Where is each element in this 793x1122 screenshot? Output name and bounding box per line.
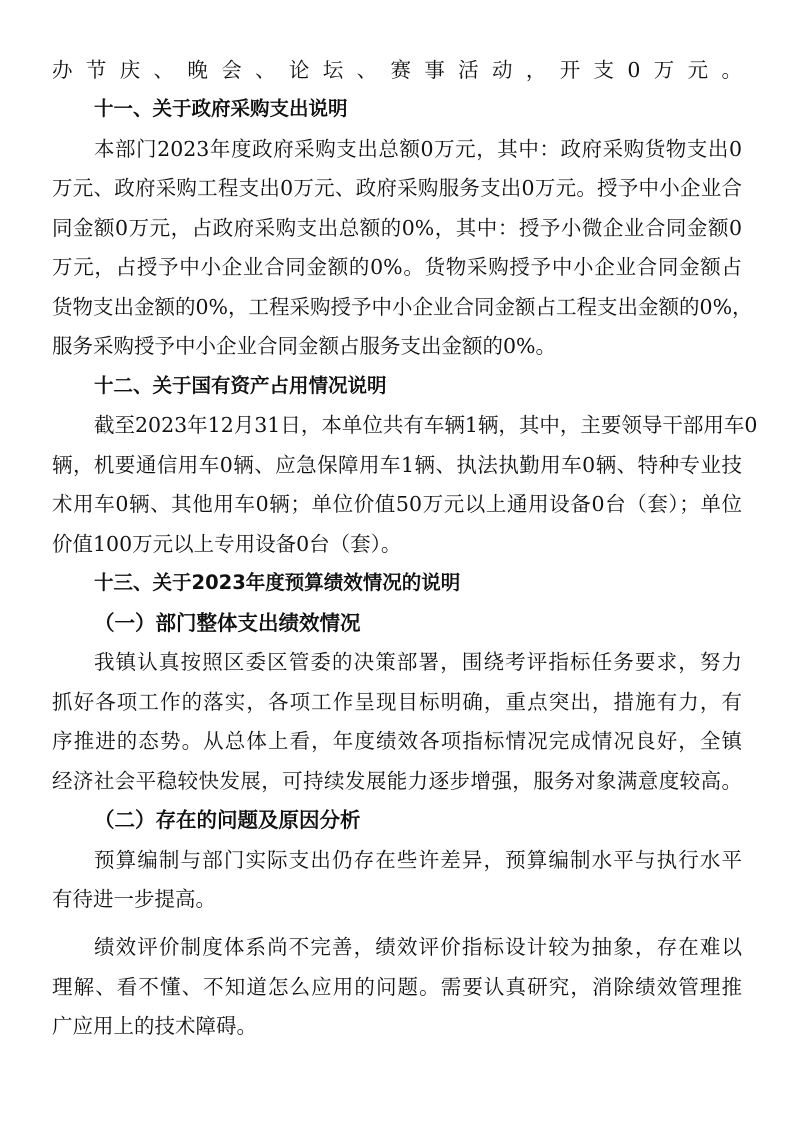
- paragraph-line: 术用车0辆、其他用车0辆；单位价值50万元以上通用设备0台（套）；单位: [52, 492, 742, 516]
- paragraph-line: 同金额0万元，占政府采购支出总额的0%，其中：授予小微企业合同金额0: [52, 216, 742, 240]
- paragraph-line: 价值100万元以上专用设备0台（套）。: [52, 532, 402, 556]
- section-heading-performance: 十三、关于2023年度预算绩效情况的说明: [94, 571, 461, 594]
- paragraph-line: 抓好各项工作的落实，各项工作呈现目标明确，重点突出，措施有力，有: [52, 690, 742, 714]
- section-heading-assets: 十二、关于国有资产占用情况说明: [94, 374, 387, 397]
- paragraph-line: 万元、政府采购工程支出0万元、政府采购服务支出0万元。授予中小企业合: [52, 176, 742, 200]
- paragraph-line: 预算编制与部门实际支出仍存在些许差异，预算编制水平与执行水平: [94, 848, 742, 872]
- paragraph-line: 辆，机要通信用车0辆、应急保障用车1辆、执法执勤用车0辆、特种专业技: [52, 453, 742, 477]
- paragraph-line: 绩效评价制度体系尚不完善，绩效评价指标设计较为抽象，存在难以: [94, 935, 742, 959]
- paragraph-line: 截至2023年12月31日，本单位共有车辆1辆，其中，主要领导干部用车0: [94, 413, 758, 437]
- subsection-heading-problems: （二）存在的问题及原因分析: [94, 808, 361, 832]
- subsection-heading-overall: （一）部门整体支出绩效情况: [94, 611, 361, 635]
- paragraph-line: 广应用上的技术障碍。: [52, 1014, 257, 1038]
- section-heading-procurement: 十一、关于政府采购支出说明: [94, 97, 348, 120]
- paragraph-line: 货物支出金额的0%，工程采购授予中小企业合同金额占工程支出金额的0%，: [52, 295, 753, 319]
- paragraph-line: 办节庆、晚会、论坛、赛事活动，开支0万元。: [52, 58, 742, 82]
- paragraph-line: 我镇认真按照区委区管委的决策部署，围绕考评指标任务要求，努力: [94, 650, 742, 674]
- paragraph-line: 本部门2023年度政府采购支出总额0万元，其中：政府采购货物支出0: [94, 137, 742, 161]
- paragraph-line: 服务采购授予中小企业合同金额占服务支出金额的0%。: [52, 334, 557, 358]
- paragraph-line: 经济社会平稳较快发展，可持续发展能力逐步增强，服务对象满意度较高。: [52, 769, 742, 793]
- paragraph-line: 序推进的态势。从总体上看，年度绩效各项指标情况完成情况良好，全镇: [52, 729, 742, 753]
- paragraph-line: 有待进一步提高。: [52, 887, 216, 911]
- paragraph-line: 万元，占授予中小企业合同金额的0%。货物采购授予中小企业合同金额占: [52, 255, 742, 279]
- paragraph-line: 理解、看不懂、不知道怎么应用的问题。需要认真研究，消除绩效管理推: [52, 975, 742, 999]
